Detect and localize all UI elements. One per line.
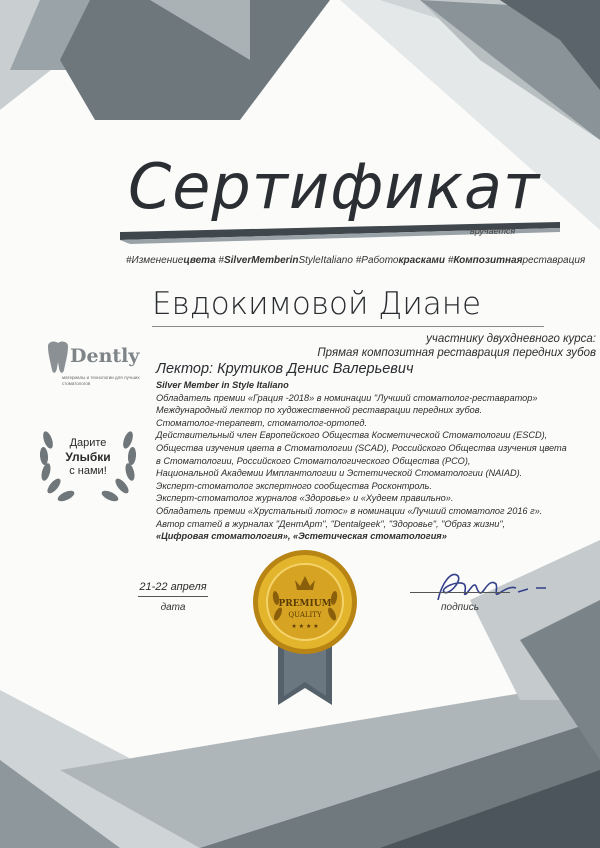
dently-brand: Dently — [70, 345, 140, 367]
slogan-line: Дарите — [69, 437, 107, 449]
participant-line: участнику двухдневного курса: — [426, 333, 596, 345]
date-caption: дата — [160, 602, 186, 613]
badge-text-quality: QUALITY — [288, 611, 322, 619]
premium-quality-seal-icon — [240, 540, 370, 710]
date-value: 21-22 апреля — [139, 581, 207, 593]
bio-line: Стоматолог-терапевт, стоматолог-ортопед. — [156, 417, 368, 428]
hashtags-line — [126, 255, 585, 266]
hashtag: #Композитнаяреставрация — [447, 255, 586, 266]
bio-line: Национальной Академии Имплантологии и Эстетической Стоматологии (NAIAD). — [156, 468, 523, 479]
bio-line: Автор статей в журналах "ДентАрт", "Dentalgeek", "Здоровье", "Образ жизни", — [156, 518, 506, 529]
awarded-label: вручается — [470, 226, 516, 236]
date-underline — [138, 596, 208, 597]
bio-line: Эксперт-стоматолог экспертного сообщества Росконтроль. — [156, 480, 432, 491]
bio-line: Международный лектор по художественной реставрации передних зубов. — [156, 405, 483, 416]
hashtag: #Изменениецвета — [126, 255, 216, 266]
bio-line: в Стоматологии, Российского Стоматологического Общества (РСО), — [156, 455, 471, 466]
signature-underline — [410, 592, 510, 593]
hashtag: #SilverMemberinStyleItaliano — [218, 255, 353, 266]
badge-text-premium: PREMIUM — [278, 599, 332, 609]
bio-line: Обладатель премии «Грация -2018» в номинации "Лучший стоматолог-реставратор» — [156, 392, 538, 403]
course-description — [300, 332, 596, 360]
lecturer-name: Лектор: Крутиков Денис Валерьевич — [156, 361, 414, 377]
slogan — [52, 436, 124, 478]
badge-stars: ★ ★ ★ ★ — [291, 623, 319, 630]
bio-line: Общества изучения цвета в Стоматологии (SCAD), Российского Общества изучения цвета — [156, 442, 567, 453]
lecturer-bio — [156, 379, 596, 543]
dently-tagline: материалы и технологии для лучших стоматологов — [62, 375, 140, 386]
bio-line: Действительный член Европейского Общества Косметической Стоматологии (ESCD), — [156, 430, 548, 441]
bio-line: Эксперт-стоматолог журналов «Здоровье» и «Худеем правильно». — [156, 493, 454, 504]
hashtag: #Работокрасками — [355, 255, 446, 266]
bio-line: «Цифровая стоматология», «Эстетическая стоматология» — [156, 531, 447, 542]
signature-caption: подпись — [441, 602, 479, 613]
slogan-line: с нами! — [69, 465, 107, 477]
bio-line: Обладатель премии «Хрустальный лотос» в номинации «Лучший стоматолог 2016 г». — [156, 505, 543, 516]
bio-line: Silver Member in Style Italiano — [156, 380, 289, 390]
course-title: Прямая композитная реставрация передних зубов — [317, 347, 596, 359]
certificate-title: Сертификат — [128, 150, 541, 223]
recipient-underline — [152, 326, 544, 327]
recipient-name: Евдокимовой Диане — [152, 286, 482, 322]
slogan-line: Улыбки — [65, 450, 111, 464]
